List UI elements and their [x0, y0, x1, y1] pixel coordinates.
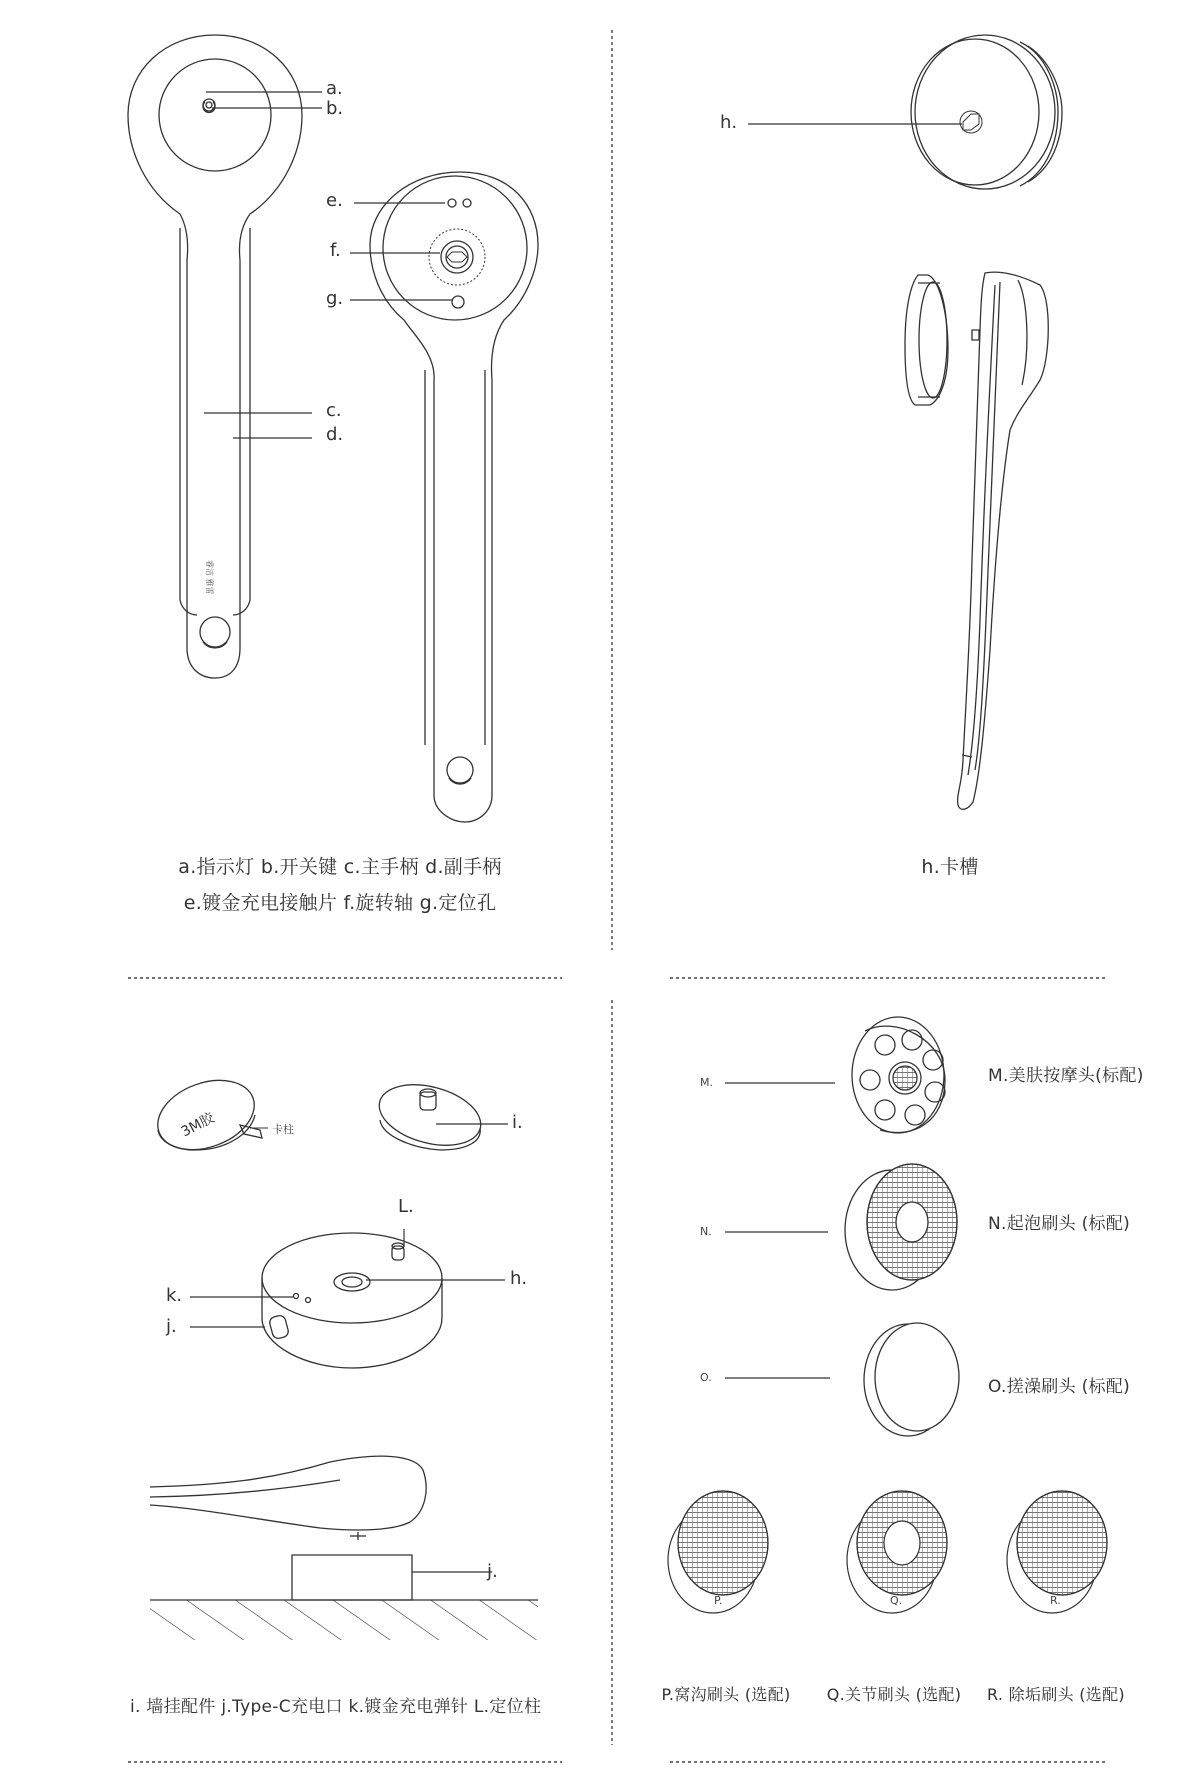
panel3-caption: i. 墙挂配件 j.Type-C充电口 k.镀金充电弹针 L.定位柱 — [130, 1697, 542, 1717]
device-back-view — [370, 172, 538, 822]
device-front-view — [128, 35, 302, 678]
panel2-caption: h.卡槽 — [921, 856, 979, 878]
head-q-caption: Q.关节刷头 (选配) — [826, 1685, 962, 1704]
head-o-name: O.搓澡刷头 (标配) — [988, 1377, 1131, 1397]
callout-Q: Q. — [890, 1594, 903, 1607]
svg-text:睿洁 雅雷: 睿洁 雅雷 — [205, 560, 214, 595]
head-n-name: N.起泡刷头 (标配) — [988, 1214, 1131, 1234]
label-3m: 3M胶 — [178, 1109, 217, 1141]
brush-head-disc — [911, 35, 1062, 189]
wall-mount-accessory — [373, 1074, 488, 1155]
callout-N: N. — [700, 1225, 712, 1238]
callout-R: R. — [1050, 1594, 1061, 1607]
callout-e: e. — [326, 190, 343, 211]
head-r-caption: R. 除垢刷头 (选配) — [987, 1685, 1125, 1704]
callout-b: b. — [326, 98, 344, 119]
callout-i: i. — [512, 1112, 523, 1133]
callout-j: j. — [166, 1316, 177, 1337]
callout-g: g. — [326, 288, 344, 309]
callout-a: a. — [326, 78, 343, 99]
callout-h-base: h. — [510, 1268, 528, 1289]
callout-k: k. — [166, 1285, 183, 1306]
head-m-name: M.美肤按摩头(标配) — [988, 1066, 1144, 1086]
charging-base — [262, 1233, 442, 1368]
head-m-massage — [852, 1017, 945, 1133]
callout-O: O. — [700, 1371, 712, 1384]
callout-M: M. — [700, 1076, 713, 1089]
head-p-caption: P.窝沟刷头 (选配) — [661, 1685, 791, 1704]
callout-d: d. — [326, 424, 344, 445]
head-o-scrub — [864, 1323, 959, 1436]
callout-f: f. — [330, 240, 341, 261]
device-side-view — [905, 272, 1048, 809]
device-on-dock — [150, 1456, 538, 1640]
wall-mount-3m-pad — [148, 1068, 264, 1162]
callout-j-dock: j. — [487, 1561, 498, 1582]
callout-L: L. — [398, 1196, 414, 1217]
panel1-caption-line1: a.指示灯 b.开关键 c.主手柄 d.副手柄 — [178, 856, 502, 878]
panel1-caption-line2: e.镀金充电接触片 f.旋转轴 g.定位孔 — [183, 892, 497, 914]
panel1-callout-lines — [204, 92, 452, 438]
label-post: 卡柱 — [272, 1123, 294, 1136]
head-n-foam — [845, 1164, 957, 1290]
callout-h-top: h. — [720, 112, 738, 133]
callout-P: P. — [714, 1594, 723, 1607]
panel3-callout-lines — [190, 1229, 505, 1572]
callout-c: c. — [326, 400, 342, 421]
